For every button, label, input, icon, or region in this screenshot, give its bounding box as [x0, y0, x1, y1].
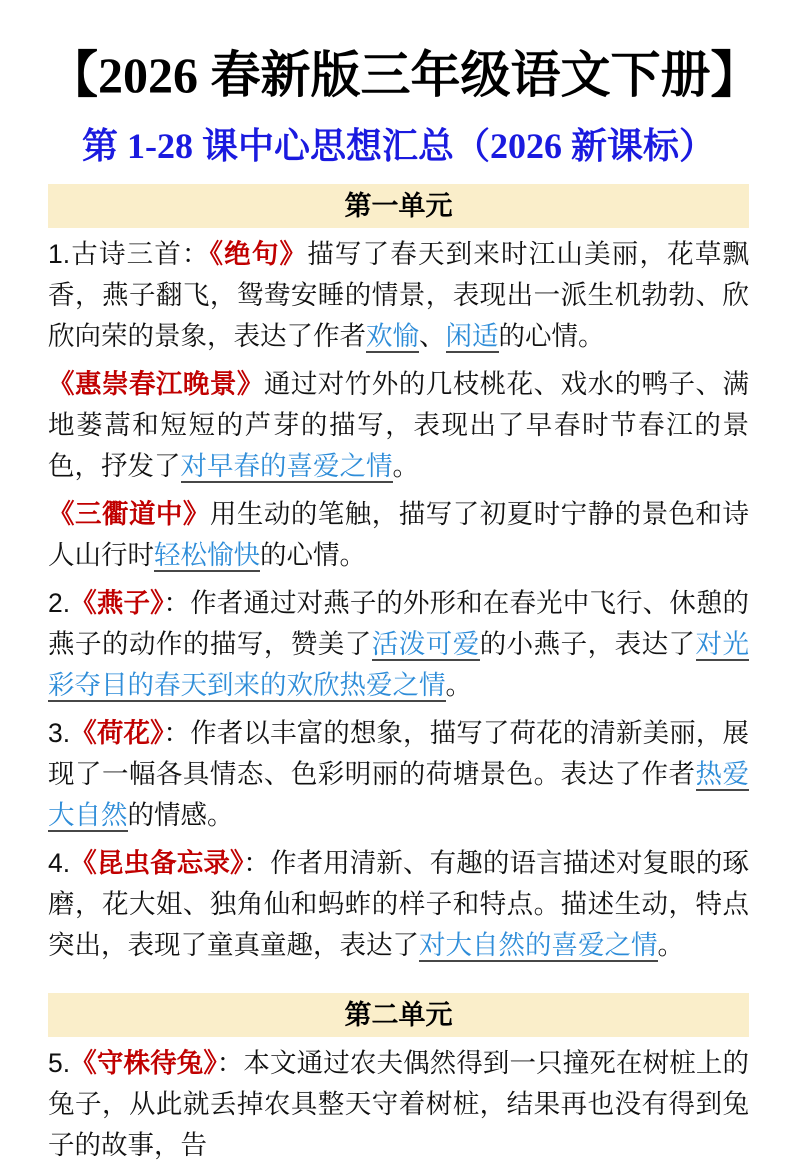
text-segment: ：本文通过农夫偶然得到一只撞死在树桩上的兔子，从此就丢掉农具整天守着树桩，结果再也没有得到兔子的故事，告 [48, 1048, 750, 1160]
text-segment: 通过对竹外的几枝桃花、戏水的鸭子、满地蒌蒿和短短的芦芽的描写，表现出了早春时节春江的景色，抒发了 [48, 369, 750, 481]
text-segment: 描写了春天到来时江山美丽，花草飘香，燕子翻飞，鸳鸯安睡的情景，表现出一派生机勃勃、欣欣向荣的景象，表达了作者 [48, 239, 750, 351]
text-segment: 。 [392, 451, 419, 481]
text-segment: 用生动的笔触，描写了初夏时宁静的景色和诗人山行时 [48, 499, 750, 570]
text-segment: 的心情。 [260, 540, 366, 570]
book-title-red: 《昆虫备忘录》 [70, 848, 244, 878]
document-subtitle: 第 1-28 课中心思想汇总（2026 新课标） [82, 126, 715, 166]
paragraph [48, 494, 749, 576]
key-phrase-underlined: 热爱大自然 [48, 759, 750, 830]
text-segment: ：作者通过对燕子的外形和在春光中飞行、休憩的燕子的动作的描写，赞美了 [48, 588, 750, 659]
text-segment: 5. [48, 1048, 71, 1078]
paragraph [48, 713, 749, 836]
text-segment: 1.古诗三首： [48, 239, 210, 269]
text-segment: 4. [48, 848, 71, 878]
text-segment: 、 [419, 321, 446, 351]
paragraph [48, 583, 749, 706]
book-title-red: 《燕子》 [70, 588, 164, 618]
key-phrase-underlined: 欢愉 [366, 321, 419, 351]
book-title-red: 《惠崇春江晚景》 [48, 369, 264, 399]
document-body [48, 184, 749, 1166]
paragraph [48, 843, 749, 966]
book-title-red: 《绝句》 [209, 239, 308, 269]
book-title-red: 《守株待兔》 [70, 1048, 217, 1078]
document-title: 【2026 春新版三年级语文下册】 [48, 47, 761, 103]
book-title-red: 《三衢道中》 [48, 499, 210, 529]
text-segment: 的心情。 [498, 321, 605, 351]
section-header-1: 第一单元 [48, 184, 749, 228]
key-phrase-underlined: 对光彩夺目的春天到来的欢欣热爱之情 [48, 629, 750, 700]
key-phrase-underlined: 闲适 [445, 321, 499, 351]
text-segment: 的小燕子，表达了 [479, 629, 696, 659]
text-segment: ：作者以丰富的想象，描写了荷花的清新美丽，展现了一幅各具情态、色彩明丽的荷塘景色。表达了作者 [48, 718, 750, 789]
book-title-red: 《荷花》 [70, 718, 164, 748]
key-phrase-underlined: 对大自然的喜爱之情 [419, 930, 658, 960]
text-segment: 2. [48, 588, 71, 618]
key-phrase-underlined: 对早春的喜爱之情 [180, 451, 393, 481]
key-phrase-underlined: 轻松愉快 [154, 540, 260, 570]
text-segment: ：作者用清新、有趣的语言描述对复眼的琢磨，花大姐、独角仙和蚂蚱的样子和特点。描述生动，特点突出，表现了童真童趣，表达了 [48, 848, 750, 960]
paragraph [48, 1043, 749, 1166]
text-segment: 的情感。 [127, 800, 234, 830]
text-segment: 。 [445, 670, 472, 700]
text-segment: 3. [48, 718, 71, 748]
section-header-2: 第二单元 [48, 993, 749, 1037]
paragraph [48, 234, 749, 357]
paragraph [48, 364, 749, 487]
text-segment: 。 [657, 930, 684, 960]
key-phrase-underlined: 活泼可爱 [371, 629, 480, 659]
